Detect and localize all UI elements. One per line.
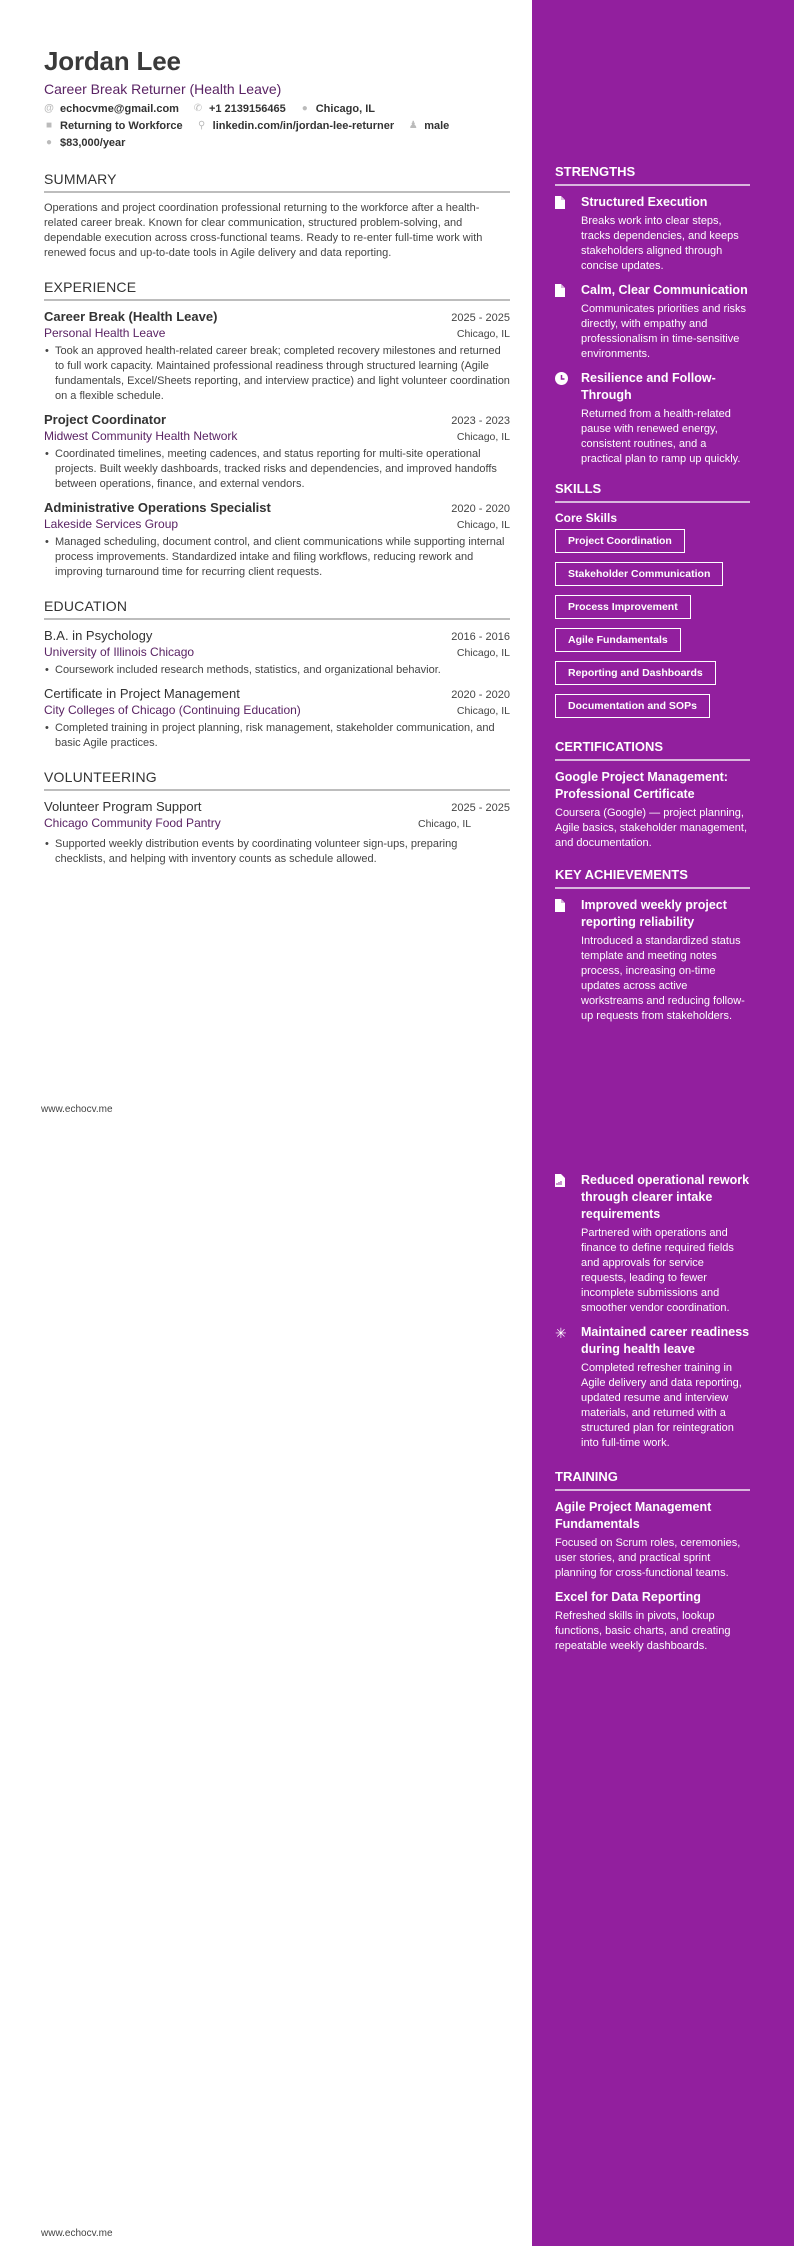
experience-entry <box>44 309 510 404</box>
clock-icon <box>555 370 569 467</box>
training-section <box>555 1469 750 1654</box>
certifications-section <box>555 739 750 851</box>
experience-entry <box>44 500 510 580</box>
job-title: Career Break (Health Leave) <box>44 309 218 324</box>
section-title: CERTIFICATIONS <box>555 739 750 761</box>
strength-item: Structured Execution Breaks work into clear steps, tracks dependencies, and keeps stakeholders aligned through concise updates. <box>555 194 750 274</box>
money-icon: ● <box>45 137 53 148</box>
section-title: KEY ACHIEVEMENTS <box>555 867 750 889</box>
contact-email[interactable]: @ echocvme@gmail.com <box>44 103 179 115</box>
strength-item: Calm, Clear Communication Communicates priorities and risks directly, with empathy and professionalism in time-sensitive environments. <box>555 282 750 362</box>
degree-title: B.A. in Psychology <box>44 628 153 643</box>
file-icon <box>555 897 569 1024</box>
job-dates: 2023 - 2023 <box>451 415 510 427</box>
summary-text: Operations and project coordination professional returning to the workforce after a health-related career break. Known for clear communication, structured problem-solving, and dependable execution across cross-functional teams. Ready to re-enter full-time work with renewed focus and up-to-date tools in Agile delivery and data reporting. <box>44 202 483 259</box>
edu-dates: 2016 - 2016 <box>451 631 510 643</box>
skills-section <box>555 481 750 727</box>
volunteer-org: Chicago Community Food Pantry <box>44 816 221 830</box>
education-entry <box>44 628 510 678</box>
contact-row-2 <box>44 120 510 132</box>
achievement-item: ✳ Maintained career readiness during health leave Completed refresher training in Agile delivery and data reporting, updated resume and interview materials, and returned with a structured plan for reintegration into full-time work. <box>555 1325 750 1449</box>
location-icon: ● <box>301 103 308 114</box>
phone-icon: ✆ <box>193 103 203 114</box>
edu-school: City Colleges of Chicago (Continuing Education) <box>44 703 301 717</box>
experience-section <box>44 279 510 580</box>
section-title: SKILLS <box>555 481 750 503</box>
edu-bullet: • Completed training in project planning, risk management, stakeholder communication, and basic Agile practices. <box>44 721 510 751</box>
job-bullet: • Managed scheduling, document control, and client communications while supporting internal process improvements. Standardized intake and filing workflows, reducing rework and improving turnaround time for recurring client requests. <box>44 535 510 580</box>
skill-tag: Project Coordination <box>555 529 685 553</box>
section-title: STRENGTHS <box>555 164 750 186</box>
skill-tag: Process Improvement <box>555 595 691 619</box>
cert-title: Google Project Management: Professional Certificate <box>555 770 728 801</box>
sparkle-icon: ✳ <box>555 1325 567 1341</box>
section-title: EDUCATION <box>44 598 510 620</box>
edu-bullet: • Coursework included research methods, statistics, and organizational behavior. <box>44 663 510 678</box>
achievement-item: Reduced operational rework through clearer intake requirements Partnered with operations and finance to define required fields and approvals for service requests, leading to fewer incomplete submissions and smoother vendor coordination. <box>555 1172 750 1316</box>
summary-section <box>44 171 510 261</box>
chart-file-icon <box>555 1172 569 1316</box>
job-dates: 2025 - 2025 <box>451 312 510 324</box>
strengths-section <box>555 164 750 467</box>
skill-tag: Stakeholder Communication <box>555 562 723 586</box>
link-icon: ⚲ <box>197 120 206 131</box>
skills-subtitle: Core Skills <box>555 511 618 525</box>
briefcase-icon: ■ <box>45 120 53 131</box>
cert-desc: Coursera (Google) — project planning, Agile basics, stakeholder management, and documentation. <box>555 807 747 849</box>
achievement-item: Improved weekly project reporting reliability Introduced a standardized status template and meeting notes process, increasing on-time updates across active workstreams and reducing follow-up requests from stakeholders. <box>555 897 750 1024</box>
degree-title: Certificate in Project Management <box>44 686 240 701</box>
skill-tag: Agile Fundamentals <box>555 628 681 652</box>
person-icon: ♟ <box>408 120 418 131</box>
contact-linkedin[interactable]: ⚲ linkedin.com/in/jordan-lee-returner <box>197 120 395 132</box>
skill-tag: Reporting and Dashboards <box>555 661 716 685</box>
achievements-section <box>555 867 750 1024</box>
skill-tag: Documentation and SOPs <box>555 694 710 718</box>
education-section <box>44 598 510 751</box>
job-dates: 2020 - 2020 <box>451 503 510 515</box>
job-org: Personal Health Leave <box>44 326 166 340</box>
footer-link[interactable]: www.echocv.me <box>41 2228 113 2239</box>
job-location: Chicago, IL <box>456 328 510 340</box>
volunteer-dates: 2025 - 2025 <box>451 802 510 814</box>
section-title: VOLUNTEERING <box>44 769 510 791</box>
sidebar-page-1 <box>555 164 750 1032</box>
candidate-name: Jordan Lee <box>44 46 181 76</box>
at-icon: @ <box>44 103 54 114</box>
contact-gender: ♟ male <box>408 120 450 132</box>
job-title: Project Coordinator <box>44 412 167 427</box>
job-org: Lakeside Services Group <box>44 517 179 531</box>
volunteering-entry <box>44 799 510 867</box>
edu-school: University of Illinois Chicago <box>44 645 195 659</box>
strength-item: Resilience and Follow-Through Returned from a health-related pause with renewed energy, consistent routines, and a practical plan to ramp up quickly. <box>555 370 750 467</box>
volunteer-location: Chicago, IL <box>418 818 472 830</box>
footer-link[interactable]: www.echocv.me <box>41 1104 113 1115</box>
contact-salary: ● $83,000/year <box>45 137 126 149</box>
edu-dates: 2020 - 2020 <box>451 689 510 701</box>
volunteering-section <box>44 769 510 867</box>
section-title: EXPERIENCE <box>44 279 510 301</box>
education-entry <box>44 686 510 751</box>
contact-location: ● Chicago, IL <box>301 103 375 115</box>
contact-status: ■ Returning to Workforce <box>45 120 183 132</box>
volunteer-title: Volunteer Program Support <box>44 799 202 814</box>
contact-row-1 <box>44 103 510 115</box>
job-bullet: • Coordinated timelines, meeting cadences, and status reporting for multi-site operational projects. Built weekly dashboards, tracked risks and dependencies, and improved handoffs between operations, finance, and external vendors. <box>44 447 510 492</box>
edu-location: Chicago, IL <box>456 705 510 717</box>
file-icon <box>555 282 569 362</box>
job-location: Chicago, IL <box>456 519 510 531</box>
contact-phone[interactable]: ✆ +1 2139156465 <box>193 103 286 115</box>
main-column <box>44 46 510 875</box>
section-title: TRAINING <box>555 1469 750 1491</box>
contact-row-3 <box>44 137 510 149</box>
file-icon <box>555 194 569 274</box>
job-bullet: • Took an approved health-related career break; completed recovery milestones and returned to full work capacity. Maintained professional readiness through structured learning (Agile fundamentals, Excel/Sheets reporting, and interview practice) and light volunteer coordination on a flexible schedule. <box>44 344 510 404</box>
training-item: Agile Project Management Fundamentals Focused on Scrum roles, ceremonies, user stories, and practical sprint planning for cross-functional teams. <box>555 1500 741 1579</box>
candidate-role: Career Break Returner (Health Leave) <box>44 81 282 97</box>
section-title: SUMMARY <box>44 171 510 193</box>
job-location: Chicago, IL <box>456 431 510 443</box>
sidebar-page-2 <box>555 1172 750 1654</box>
job-title: Administrative Operations Specialist <box>44 500 271 515</box>
training-item: Excel for Data Reporting Refreshed skills in pivots, lookup functions, basic charts, and creating repeatable weekly dashboards. <box>555 1590 731 1652</box>
job-org: Midwest Community Health Network <box>44 429 238 443</box>
experience-entry <box>44 412 510 492</box>
volunteer-bullet: • Supported weekly distribution events by coordinating volunteer sign-ups, preparing checklists, and helping with inventory counts as schedule allowed. <box>44 837 510 867</box>
edu-location: Chicago, IL <box>456 647 510 659</box>
